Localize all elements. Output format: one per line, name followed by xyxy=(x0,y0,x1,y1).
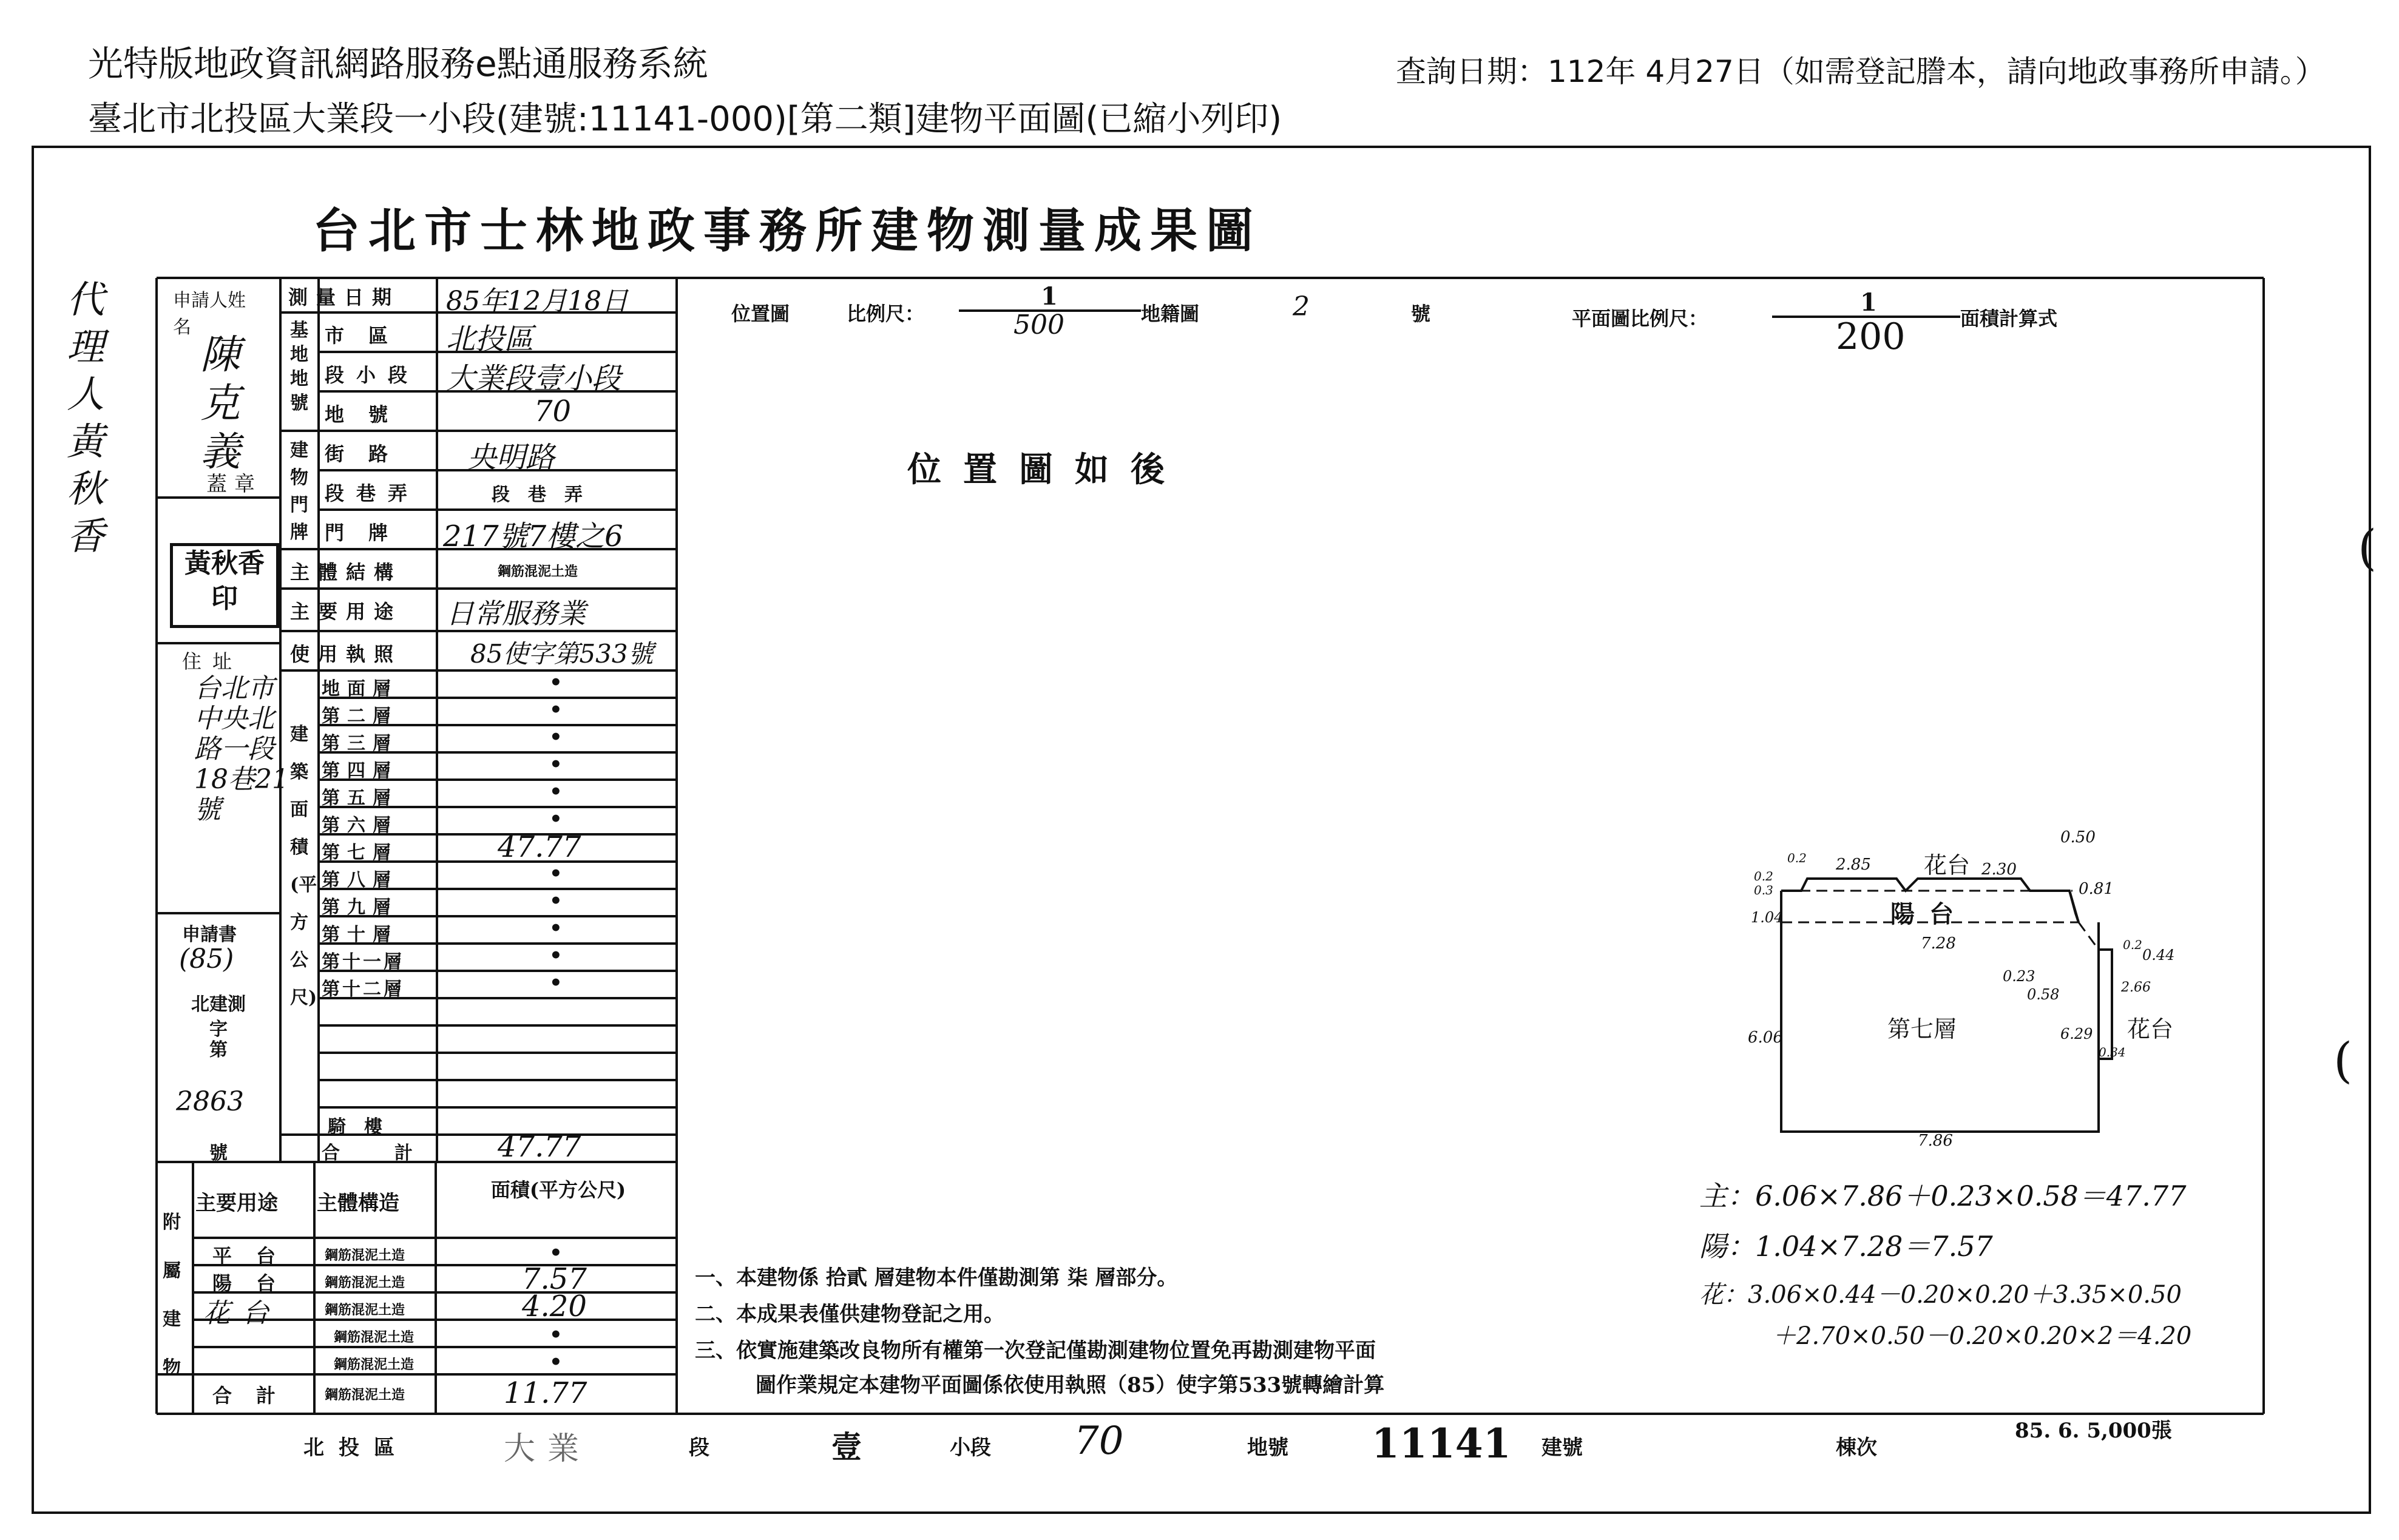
location-value-door: 217號7樓之6 xyxy=(443,519,623,553)
attached-row-area: 4.20 xyxy=(522,1289,587,1323)
seal-label: 蓋章 xyxy=(206,472,262,496)
footer-lot: 70 xyxy=(1074,1419,1124,1464)
cadastral-label: 地籍圖 xyxy=(1141,302,1200,325)
agent-name: 代理人黃秋香 xyxy=(67,277,105,558)
dim-023: 0.23 xyxy=(2003,968,2035,985)
floor-label: 第十層 xyxy=(322,924,398,945)
attached-row-structure: 鋼筋混泥土造 xyxy=(325,1248,405,1263)
dim-058: 0.58 xyxy=(2027,986,2060,1003)
cadastral-suffix: 號 xyxy=(1411,302,1431,325)
floor-value: • xyxy=(549,780,563,804)
formula-balcony: 陽：1.04×7.28＝7.57 xyxy=(1699,1230,1993,1263)
dim-bottom: 7.86 xyxy=(1918,1132,1953,1150)
footer-lot-suffix: 地號 xyxy=(1247,1436,1288,1460)
application-suffix: 號 xyxy=(209,1143,228,1164)
attached-row-usage: 平台 xyxy=(212,1244,300,1268)
attached-total-area: 11.77 xyxy=(504,1376,587,1410)
floor-label: 第六層 xyxy=(322,815,398,836)
usage-value: 日常服務業 xyxy=(446,597,586,630)
plan-scale-numerator: 1 xyxy=(1860,288,1877,317)
floor-label: 第七層 xyxy=(322,842,398,863)
building-address-group: 建物門牌 xyxy=(290,440,308,543)
usage-label: 主要用途 xyxy=(290,600,402,623)
cadastral-value: 2 xyxy=(1293,291,1310,322)
plan-planter-side-label: 花台 xyxy=(2127,1016,2174,1042)
application-office: 北建測 xyxy=(191,994,246,1015)
attached-col-area: 面積(平方公尺) xyxy=(490,1178,626,1201)
location-value-street: 央明路 xyxy=(467,441,555,474)
location-map-note: 位置圖如後 xyxy=(907,450,1186,490)
location-value-lot: 70 xyxy=(534,394,572,428)
note-4: 圖作業規定本建物平面圖係依使用執照（85）使字第533號轉繪計算 xyxy=(756,1373,1385,1397)
floor-label: 第八層 xyxy=(322,870,398,891)
dim-left: 6.06 xyxy=(1748,1028,1783,1047)
permit-value: 85使字第533號 xyxy=(470,639,654,669)
seal-stamp xyxy=(170,543,279,628)
dim-02b: 0.2 xyxy=(1754,869,1773,883)
attached-row-area: • xyxy=(549,1323,563,1347)
document-subtitle: 臺北市北投區大業段一小段(建號:11141-000)[第二類]建物平面圖(已縮小列印) xyxy=(88,100,1282,139)
query-date: 查詢日期：112年 4月27日（如需登記謄本，請向地政事務所申請。） xyxy=(1396,54,2326,89)
floor-value-seventh: 47.77 xyxy=(498,830,581,864)
footer-building-no: 11141 xyxy=(1372,1420,1511,1467)
attached-total-structure: 鋼筋混泥土造 xyxy=(325,1387,405,1403)
dim-104: 1.04 xyxy=(1751,909,1784,926)
application-year: (85) xyxy=(179,944,234,974)
dim-02c: 0.2 xyxy=(2123,937,2142,952)
location-label-city: 市區 xyxy=(325,324,413,347)
address-value: 台北市中央北路一段18巷21號 xyxy=(194,673,289,825)
seal-text: 黃秋香印 xyxy=(184,548,265,614)
survey-date-value: 85年12月18日 xyxy=(446,286,628,317)
floor-label: 第三層 xyxy=(322,733,398,754)
application-number: 2863 xyxy=(176,1086,244,1117)
applicant-name: 陳克義 xyxy=(200,331,240,475)
location-scale-denominator: 500 xyxy=(1013,309,1064,340)
application-label: 申請書 xyxy=(182,924,237,945)
dim-081: 0.81 xyxy=(2079,880,2114,898)
attached-row-area: • xyxy=(549,1241,563,1265)
floor-label: 第十一層 xyxy=(322,951,404,973)
formula-planter-2: ＋2.70×0.50－0.20×0.20×2＝4.20 xyxy=(1772,1322,2192,1350)
location-scale-label: 比例尺： xyxy=(847,302,925,325)
plan-scale-label: 平面圖比例尺： xyxy=(1572,307,1708,330)
address-label: 住址 xyxy=(182,650,243,673)
location-label-section: 段小段 xyxy=(325,363,420,387)
footer-building-suffix: 建號 xyxy=(1541,1436,1583,1460)
permit-label: 使用執照 xyxy=(290,643,402,666)
location-scale-numerator: 1 xyxy=(1041,282,1058,311)
floor-label: 第二層 xyxy=(322,706,398,727)
location-value-city: 北投區 xyxy=(446,322,534,356)
location-value-section: 大業段壹小段 xyxy=(446,362,621,396)
floor-label: 第九層 xyxy=(322,897,398,918)
plan-planter-top-label: 花台 xyxy=(1924,852,1971,879)
footer-section: 大業 xyxy=(504,1431,592,1467)
footer-subsection: 壹 xyxy=(831,1429,862,1465)
dim-top-left: 2.85 xyxy=(1836,856,1871,874)
floor-area-group: 建築面積(平方公尺) xyxy=(290,724,317,1008)
footer-section-suffix: 段 xyxy=(689,1436,709,1460)
dim-034: 0.34 xyxy=(2099,1045,2126,1059)
footer-print-info: 85. 6. 5,000張 xyxy=(2015,1419,2172,1443)
floor-value: • xyxy=(549,670,563,695)
floor-label: 第四層 xyxy=(322,760,398,782)
survey-date-label: 測量日期 xyxy=(288,286,401,309)
dim-266: 2.66 xyxy=(2121,980,2151,995)
footer-subsection-suffix: 小段 xyxy=(950,1436,991,1460)
floor-value: • xyxy=(549,698,563,722)
dim-top-right: 2.30 xyxy=(1981,860,2017,879)
attached-col-usage: 主要用途 xyxy=(195,1191,278,1215)
footer-unit-label: 棟次 xyxy=(1836,1436,1877,1460)
floor-label: 地面層 xyxy=(322,678,398,700)
attached-row-structure: 鋼筋混泥土造 xyxy=(325,1302,405,1318)
footer-district: 北投區 xyxy=(303,1436,409,1460)
svg-text:(: ( xyxy=(2358,519,2377,576)
attached-row-area: • xyxy=(549,1350,563,1374)
floor-value: • xyxy=(549,807,563,831)
attached-row-structure: 鋼筋混泥土造 xyxy=(334,1357,414,1373)
floor-value: • xyxy=(549,889,563,913)
floor-label: 第十二層 xyxy=(322,979,404,1000)
formula-main: 主：6.06×7.86＋0.23×0.58＝47.77 xyxy=(1699,1180,2187,1212)
location-value-lane: 段巷弄 xyxy=(492,484,601,505)
attached-row-area: 7.57 xyxy=(522,1262,587,1296)
dim-629: 6.29 xyxy=(2060,1025,2093,1042)
floor-value: • xyxy=(549,725,563,749)
form-title: 台北市士林地政事務所建物測量成果圖 xyxy=(313,203,1262,258)
location-map-label: 位置圖 xyxy=(731,302,790,325)
attached-group: 附屬建物 xyxy=(163,1212,181,1379)
location-label-lane: 段巷弄 xyxy=(325,482,420,505)
note-1: 一、本建物係 拾貳 層建物本件僅勘測第 柒 層部分。 xyxy=(695,1266,1178,1290)
attached-row-usage: 陽台 xyxy=(212,1272,300,1295)
floor-value: • xyxy=(549,944,563,968)
arcade-label: 騎樓 xyxy=(328,1116,401,1138)
attached-row-structure: 鋼筋混泥土造 xyxy=(334,1329,414,1345)
floor-value: • xyxy=(549,971,563,995)
note-2: 二、本成果表僅供建物登記之用。 xyxy=(695,1302,1004,1326)
location-label-lot: 地號 xyxy=(325,403,413,426)
dim-044: 0.44 xyxy=(2142,947,2175,964)
location-label-door: 門牌 xyxy=(325,521,413,544)
floor-value: • xyxy=(549,862,563,886)
formula-planter-1: 花：3.06×0.44－0.20×0.20＋3.35×0.50 xyxy=(1699,1281,2182,1309)
note-3: 三、依實施建築改良物所有權第一次登記僅勘測建物位置免再勘測建物平面 xyxy=(695,1339,1376,1363)
dim-050: 0.50 xyxy=(2060,828,2096,846)
application-word: 字第 xyxy=(209,1019,228,1061)
total-label: 合計 xyxy=(322,1143,467,1164)
svg-text:(: ( xyxy=(2333,1032,2353,1089)
attached-col-structure: 主體構造 xyxy=(317,1191,399,1215)
dim-balcony-inner: 7.28 xyxy=(1921,934,1956,953)
floor-value: • xyxy=(549,916,563,941)
attached-total-label: 合計 xyxy=(212,1384,300,1407)
total-value: 47.77 xyxy=(498,1130,581,1164)
dim-02a: 0.2 xyxy=(1787,851,1807,865)
plan-scale-denominator: 200 xyxy=(1836,316,1906,358)
base-lot-group: 基地地號 xyxy=(290,320,308,414)
floor-label: 第五層 xyxy=(322,788,398,809)
attached-row-usage: 花台 xyxy=(203,1298,281,1329)
structure-label: 主體結構 xyxy=(290,561,402,584)
structure-value: 鋼筋混泥土造 xyxy=(498,564,578,579)
floor-value: • xyxy=(549,752,563,777)
plan-floor-label: 第七層 xyxy=(1887,1016,1957,1042)
location-label-street: 街路 xyxy=(325,442,413,465)
plan-balcony-label: 陽台 xyxy=(1890,900,1968,928)
plan-calc-label: 面積計算式 xyxy=(1960,307,2058,330)
dim-03: 0.3 xyxy=(1754,883,1773,897)
attached-row-structure: 鋼筋混泥土造 xyxy=(325,1275,405,1291)
applicant-label: 申請人姓名 xyxy=(173,290,246,338)
system-title: 光特版地政資訊網路服務e點通服務系統 xyxy=(88,43,708,84)
